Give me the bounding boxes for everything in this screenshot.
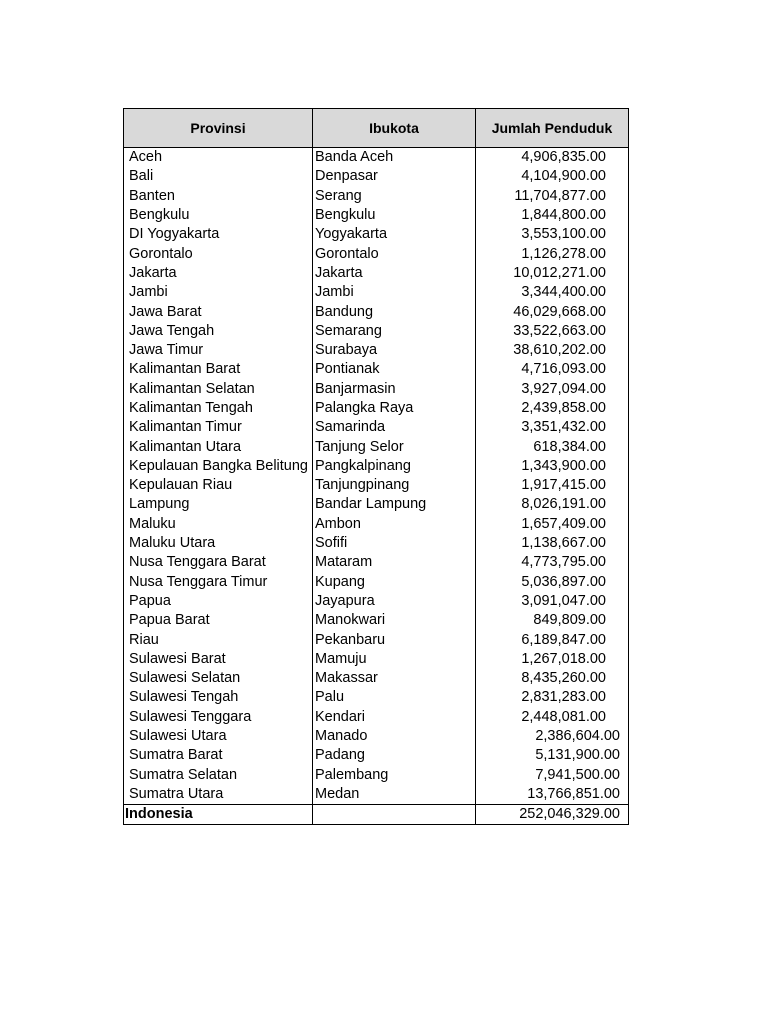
capital-cell: Ambon — [312, 515, 475, 534]
table-row — [124, 225, 629, 244]
province-cell: Sulawesi Selatan — [124, 669, 313, 688]
province-cell: Sumatra Selatan — [124, 766, 313, 785]
capital-cell: Padang — [312, 746, 475, 765]
province-cell: Maluku Utara — [124, 534, 313, 553]
population-cell: 1,267,018.00 — [475, 650, 628, 669]
population-cell: 849,809.00 — [475, 611, 628, 630]
province-cell: Lampung — [124, 495, 313, 514]
table-row — [124, 727, 629, 746]
province-cell: Kepulauan Riau — [124, 476, 313, 495]
province-cell: DI Yogyakarta — [124, 225, 313, 244]
province-cell: Bali — [124, 167, 313, 186]
population-cell: 2,386,604.00 — [475, 727, 628, 746]
population-cell: 8,435,260.00 — [475, 669, 628, 688]
province-cell: Kalimantan Utara — [124, 437, 313, 456]
table-row — [124, 264, 629, 283]
capital-cell: Banjarmasin — [312, 380, 475, 399]
province-cell: Nusa Tenggara Timur — [124, 573, 313, 592]
capital-cell: Yogyakarta — [312, 225, 475, 244]
province-cell: Kalimantan Barat — [124, 360, 313, 379]
population-cell: 1,343,900.00 — [475, 457, 628, 476]
province-cell: Sulawesi Tenggara — [124, 708, 313, 727]
province-cell: Gorontalo — [124, 244, 313, 263]
population-cell: 2,448,081.00 — [475, 708, 628, 727]
population-cell: 46,029,668.00 — [475, 302, 628, 321]
capital-cell: Kupang — [312, 573, 475, 592]
province-cell: Sulawesi Barat — [124, 650, 313, 669]
table-row — [124, 360, 629, 379]
population-cell: 2,439,858.00 — [475, 399, 628, 418]
table-row — [124, 785, 629, 805]
province-cell: Jakarta — [124, 264, 313, 283]
table-row — [124, 476, 629, 495]
province-cell: Kepulauan Bangka Belitung — [124, 457, 313, 476]
capital-cell: Bandung — [312, 302, 475, 321]
province-cell: Aceh — [124, 148, 313, 168]
table-row — [124, 688, 629, 707]
capital-cell: Bandar Lampung — [312, 495, 475, 514]
province-cell: Papua Barat — [124, 611, 313, 630]
population-cell: 3,553,100.00 — [475, 225, 628, 244]
population-cell: 3,091,047.00 — [475, 592, 628, 611]
province-cell: Maluku — [124, 515, 313, 534]
total-label: Indonesia — [124, 805, 313, 825]
table-row — [124, 302, 629, 321]
capital-cell: Pontianak — [312, 360, 475, 379]
table-row — [124, 515, 629, 534]
total-capital — [312, 805, 475, 825]
table-row — [124, 206, 629, 225]
province-cell: Banten — [124, 187, 313, 206]
capital-cell: Palangka Raya — [312, 399, 475, 418]
table-row — [124, 380, 629, 399]
header-capital: Ibukota — [312, 109, 475, 148]
population-cell: 6,189,847.00 — [475, 630, 628, 649]
table-row — [124, 418, 629, 437]
table-row — [124, 534, 629, 553]
province-cell: Jambi — [124, 283, 313, 302]
table-row — [124, 244, 629, 263]
table-row — [124, 553, 629, 572]
population-cell: 7,941,500.00 — [475, 766, 628, 785]
capital-cell: Jambi — [312, 283, 475, 302]
table-row — [124, 630, 629, 649]
population-cell: 5,036,897.00 — [475, 573, 628, 592]
capital-cell: Bengkulu — [312, 206, 475, 225]
table-row — [124, 708, 629, 727]
table-row — [124, 437, 629, 456]
population-cell: 2,831,283.00 — [475, 688, 628, 707]
province-cell: Sulawesi Tengah — [124, 688, 313, 707]
total-row — [124, 805, 629, 825]
population-cell: 3,351,432.00 — [475, 418, 628, 437]
capital-cell: Pekanbaru — [312, 630, 475, 649]
population-cell: 13,766,851.00 — [475, 785, 628, 805]
province-cell: Riau — [124, 630, 313, 649]
capital-cell: Denpasar — [312, 167, 475, 186]
table-row — [124, 399, 629, 418]
capital-cell: Tanjung Selor — [312, 437, 475, 456]
capital-cell: Palembang — [312, 766, 475, 785]
table-row — [124, 746, 629, 765]
population-cell: 1,126,278.00 — [475, 244, 628, 263]
table-row — [124, 495, 629, 514]
province-cell: Kalimantan Timur — [124, 418, 313, 437]
table-row — [124, 283, 629, 302]
capital-cell: Banda Aceh — [312, 148, 475, 168]
province-cell: Jawa Barat — [124, 302, 313, 321]
capital-cell: Surabaya — [312, 341, 475, 360]
table-row — [124, 341, 629, 360]
population-cell: 8,026,191.00 — [475, 495, 628, 514]
province-cell: Kalimantan Selatan — [124, 380, 313, 399]
capital-cell: Semarang — [312, 322, 475, 341]
capital-cell: Jayapura — [312, 592, 475, 611]
capital-cell: Manado — [312, 727, 475, 746]
population-cell: 4,773,795.00 — [475, 553, 628, 572]
table-row — [124, 148, 629, 168]
capital-cell: Palu — [312, 688, 475, 707]
population-cell: 1,917,415.00 — [475, 476, 628, 495]
population-table — [123, 108, 629, 825]
header-row — [124, 109, 629, 148]
table-row — [124, 669, 629, 688]
total-population: 252,046,329.00 — [475, 805, 628, 825]
table-row — [124, 187, 629, 206]
province-cell: Kalimantan Tengah — [124, 399, 313, 418]
province-cell: Jawa Timur — [124, 341, 313, 360]
province-cell: Jawa Tengah — [124, 322, 313, 341]
population-cell: 618,384.00 — [475, 437, 628, 456]
table-row — [124, 573, 629, 592]
population-cell: 11,704,877.00 — [475, 187, 628, 206]
table-row — [124, 322, 629, 341]
table-row — [124, 611, 629, 630]
capital-cell: Sofifi — [312, 534, 475, 553]
capital-cell: Pangkalpinang — [312, 457, 475, 476]
province-cell: Sumatra Barat — [124, 746, 313, 765]
header-province: Provinsi — [124, 109, 313, 148]
population-cell: 1,138,667.00 — [475, 534, 628, 553]
capital-cell: Jakarta — [312, 264, 475, 283]
capital-cell: Samarinda — [312, 418, 475, 437]
capital-cell: Mamuju — [312, 650, 475, 669]
population-cell: 33,522,663.00 — [475, 322, 628, 341]
population-cell: 3,927,094.00 — [475, 380, 628, 399]
table-row — [124, 457, 629, 476]
capital-cell: Mataram — [312, 553, 475, 572]
header-population: Jumlah Penduduk — [475, 109, 628, 148]
table-row — [124, 592, 629, 611]
population-cell: 4,716,093.00 — [475, 360, 628, 379]
capital-cell: Manokwari — [312, 611, 475, 630]
population-cell: 3,344,400.00 — [475, 283, 628, 302]
capital-cell: Tanjungpinang — [312, 476, 475, 495]
population-cell: 4,104,900.00 — [475, 167, 628, 186]
population-cell: 1,657,409.00 — [475, 515, 628, 534]
population-cell: 4,906,835.00 — [475, 148, 628, 168]
province-cell: Sulawesi Utara — [124, 727, 313, 746]
capital-cell: Medan — [312, 785, 475, 805]
capital-cell: Gorontalo — [312, 244, 475, 263]
province-cell: Nusa Tenggara Barat — [124, 553, 313, 572]
table-row — [124, 650, 629, 669]
province-cell: Papua — [124, 592, 313, 611]
table-row — [124, 766, 629, 785]
population-cell: 10,012,271.00 — [475, 264, 628, 283]
population-cell: 38,610,202.00 — [475, 341, 628, 360]
province-cell: Bengkulu — [124, 206, 313, 225]
table-body — [124, 148, 629, 805]
province-cell: Sumatra Utara — [124, 785, 313, 805]
capital-cell: Makassar — [312, 669, 475, 688]
capital-cell: Serang — [312, 187, 475, 206]
capital-cell: Kendari — [312, 708, 475, 727]
population-cell: 5,131,900.00 — [475, 746, 628, 765]
table-row — [124, 167, 629, 186]
population-cell: 1,844,800.00 — [475, 206, 628, 225]
